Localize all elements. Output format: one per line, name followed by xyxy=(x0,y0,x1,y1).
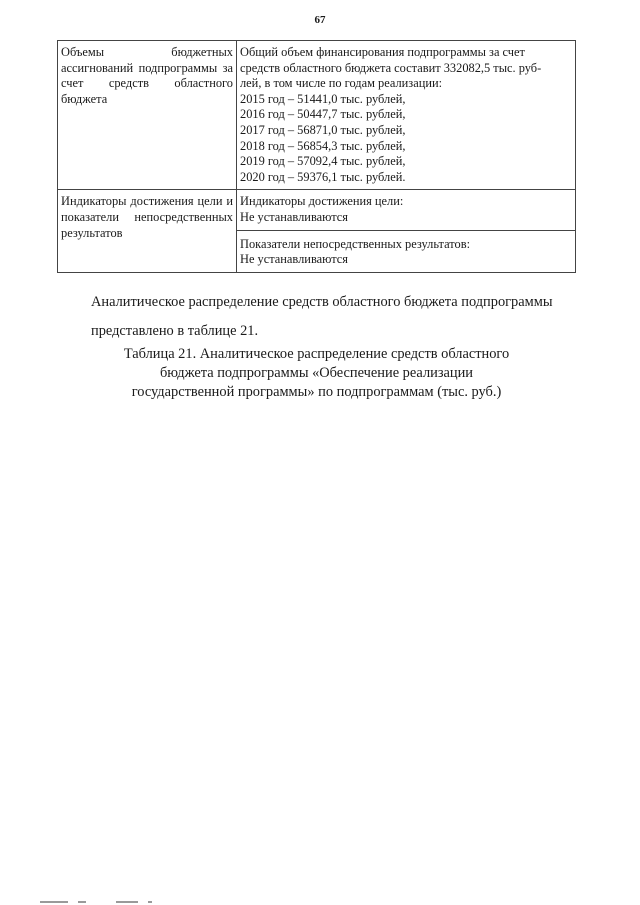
direct-results-cell xyxy=(237,230,576,272)
goal-indicators-heading: Индикаторы достижения цели: xyxy=(240,194,404,209)
funding-value xyxy=(237,41,576,190)
page-number: 67 xyxy=(314,14,326,26)
scan-edge-marks xyxy=(0,899,640,903)
goal-indicators-cell xyxy=(237,190,576,230)
funding-year-item: 2016 год – 50447,7 тыс. рублей, xyxy=(240,107,406,122)
funding-intro-line: средств областного бюджета составит 332082,5 тыс. руб- xyxy=(240,60,542,75)
indicators-label: Индикаторы достижения цели и показатели непосредственных результатов xyxy=(58,190,237,272)
funding-year-item: 2015 год – 51441,0 тыс. рублей, xyxy=(240,91,406,106)
subprogram-passport-table xyxy=(57,40,576,273)
body-paragraph-line: представлено в таблице 21. xyxy=(91,323,259,339)
funding-label: Объемы бюджетных ассигнований подпрограммы за счет средств областного бюджета xyxy=(58,41,237,190)
body-paragraph xyxy=(57,292,576,341)
funding-year-item: 2017 год – 56871,0 тыс. рублей, xyxy=(240,122,406,137)
indicators-row xyxy=(58,190,576,230)
funding-intro-line: лей, в том числе по годам реализации: xyxy=(240,76,443,91)
table-caption-line: государственной программы» по подпрограммам (тыс. руб.) xyxy=(131,384,502,400)
funding-intro-line: Общий объем финансирования подпрограммы за счет xyxy=(240,45,525,59)
table-caption xyxy=(57,345,576,402)
funding-year-item: 2018 год – 56854,3 тыс. рублей, xyxy=(240,138,406,153)
table-caption-line: бюджета подпрограммы «Обеспечение реализации xyxy=(159,365,474,381)
funding-year-item: 2019 год – 57092,4 тыс. рублей, xyxy=(240,154,406,169)
funding-row xyxy=(58,41,576,190)
goal-indicators-value: Не устанавливаются xyxy=(240,209,348,224)
table-caption-line: Таблица 21. Аналитическое распределение средств областного xyxy=(123,346,510,362)
body-paragraph-line: Аналитическое распределение средств областного бюджета подпрограммы xyxy=(91,294,553,310)
funding-year-item: 2020 год – 59376,1 тыс. рублей. xyxy=(240,169,406,184)
direct-results-value: Не устанавливаются xyxy=(240,252,348,267)
direct-results-heading: Показатели непосредственных результатов: xyxy=(240,236,471,251)
